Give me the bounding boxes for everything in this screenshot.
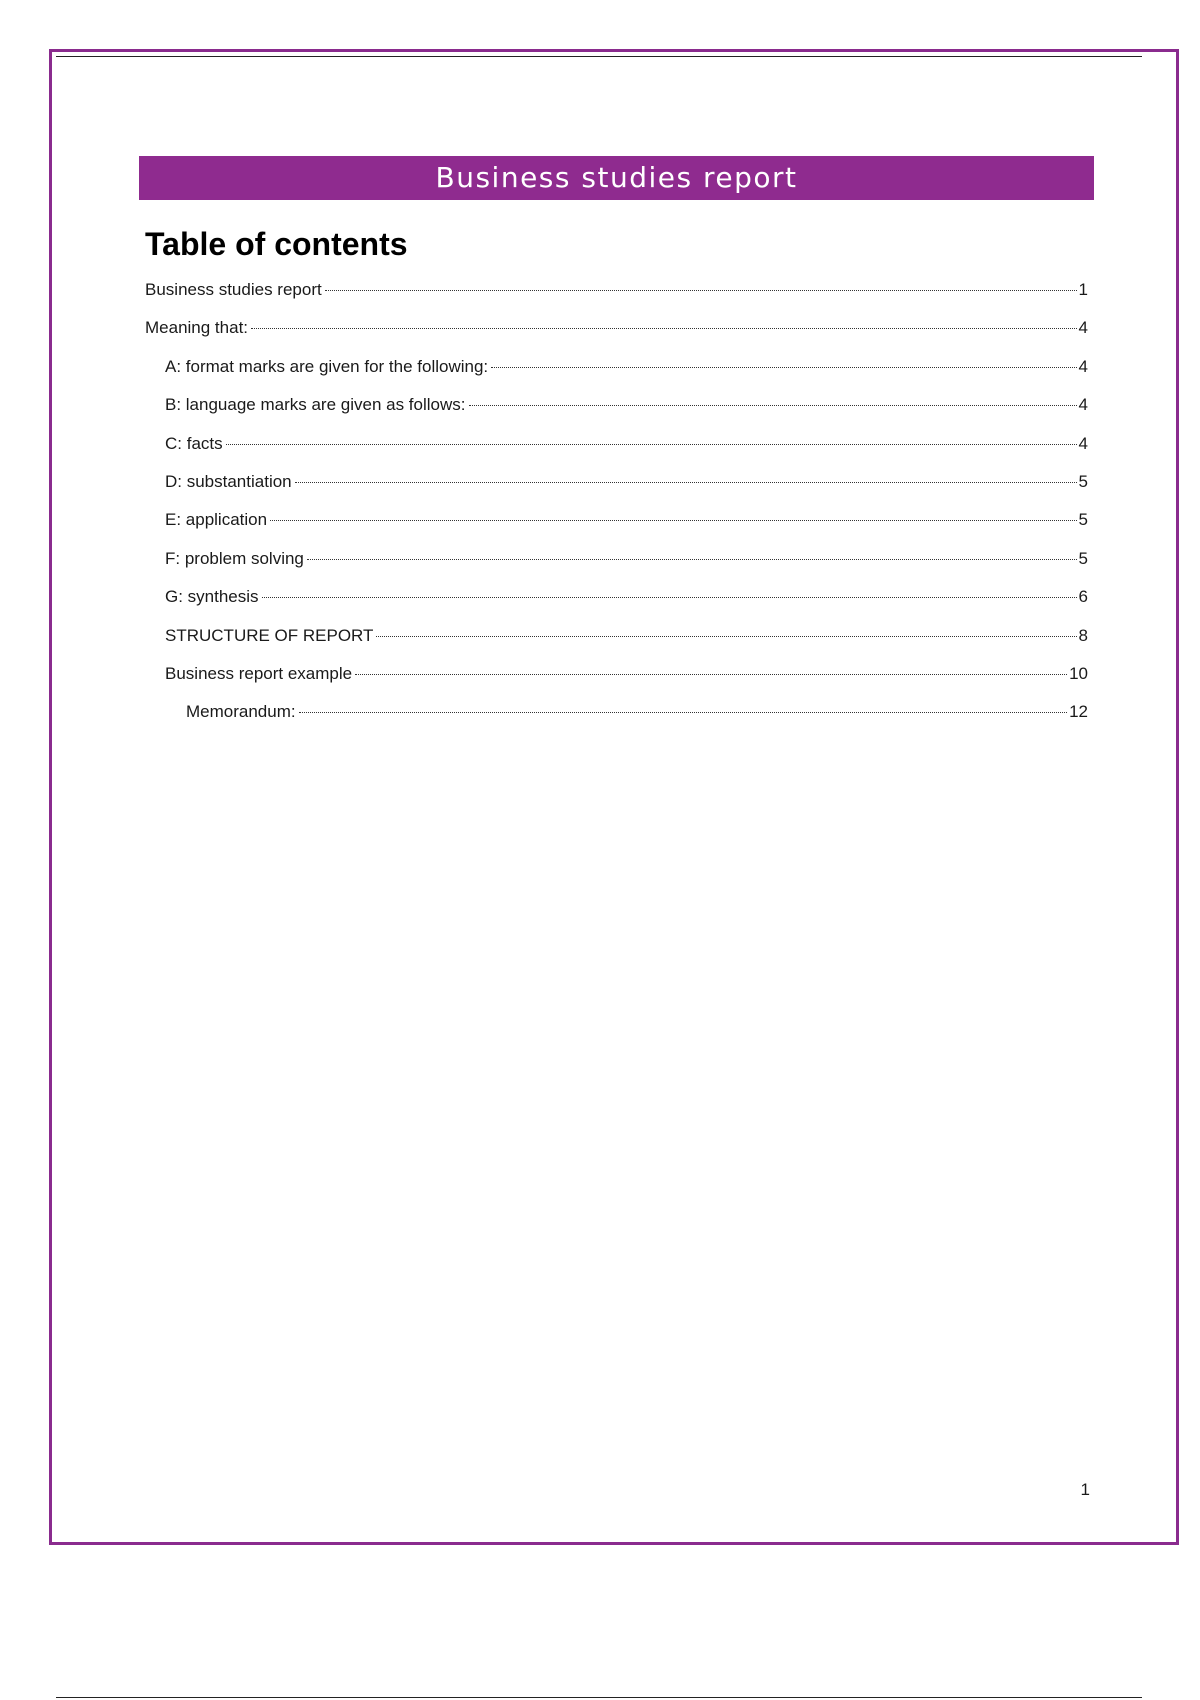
toc-entry-page: 10 — [1069, 663, 1088, 683]
toc-entry[interactable] — [145, 472, 1088, 510]
toc-entry-label: B: language marks are given as follows: — [165, 395, 466, 415]
toc-entry-label: A: format marks are given for the following: — [165, 356, 489, 376]
toc-entry[interactable] — [145, 664, 1088, 702]
dot-leader — [376, 636, 1076, 637]
toc-entry-page: 4 — [1078, 395, 1088, 415]
dot-leader — [299, 712, 1067, 713]
toc-entry-label: C: facts — [165, 433, 223, 453]
header-rule — [56, 56, 1142, 57]
toc-entry[interactable] — [145, 395, 1088, 433]
toc-entry[interactable] — [145, 357, 1088, 395]
toc-entry-page: 4 — [1078, 433, 1088, 453]
toc-entry[interactable] — [145, 702, 1088, 740]
toc-entry-label: G: synthesis — [165, 587, 259, 607]
toc-entry-label: Business studies report — [145, 280, 322, 299]
dot-leader — [226, 444, 1077, 445]
toc-entry-label: Memorandum: — [186, 702, 296, 722]
toc-entry[interactable] — [145, 280, 1088, 318]
toc-entry-page: 4 — [1078, 356, 1088, 376]
toc-heading: Table of contents — [145, 226, 408, 262]
toc-entry[interactable] — [145, 626, 1088, 664]
toc-entry-page: 6 — [1078, 587, 1088, 607]
toc-entry-label: E: application — [165, 510, 268, 530]
toc-entry-label: Meaning that: — [145, 318, 249, 338]
dot-leader — [491, 367, 1076, 368]
toc-entry[interactable] — [145, 587, 1088, 625]
toc-entry[interactable] — [145, 434, 1088, 472]
toc-entry-page: 4 — [1078, 318, 1088, 338]
toc-entry-page: 1 — [1078, 280, 1088, 299]
toc-entry-page: 5 — [1078, 548, 1088, 568]
dot-leader — [469, 405, 1077, 406]
dot-leader — [270, 520, 1076, 521]
footer-rule — [56, 1697, 1142, 1698]
page-number: 1 — [1080, 1480, 1090, 1499]
toc-entry[interactable] — [145, 318, 1088, 356]
page-border — [49, 49, 1179, 1545]
table-of-contents — [145, 280, 1088, 741]
dot-leader — [262, 597, 1077, 598]
toc-entry-page: 12 — [1069, 702, 1088, 722]
dot-leader — [355, 674, 1067, 675]
toc-entry-page: 5 — [1078, 471, 1088, 491]
title-banner: Business studies report — [139, 156, 1094, 200]
toc-entry-label: D: substantiation — [165, 471, 292, 491]
toc-entry-page: 8 — [1078, 625, 1088, 645]
toc-entry-label: F: problem solving — [165, 548, 304, 568]
toc-entry-label: STRUCTURE OF REPORT — [165, 625, 374, 645]
dot-leader — [307, 559, 1077, 560]
dot-leader — [325, 290, 1077, 291]
dot-leader — [295, 482, 1077, 483]
dot-leader — [251, 328, 1077, 329]
toc-entry[interactable] — [145, 549, 1088, 587]
toc-entry-label: Business report example — [165, 663, 353, 683]
toc-entry-page: 5 — [1078, 510, 1088, 530]
toc-entry[interactable] — [145, 510, 1088, 548]
